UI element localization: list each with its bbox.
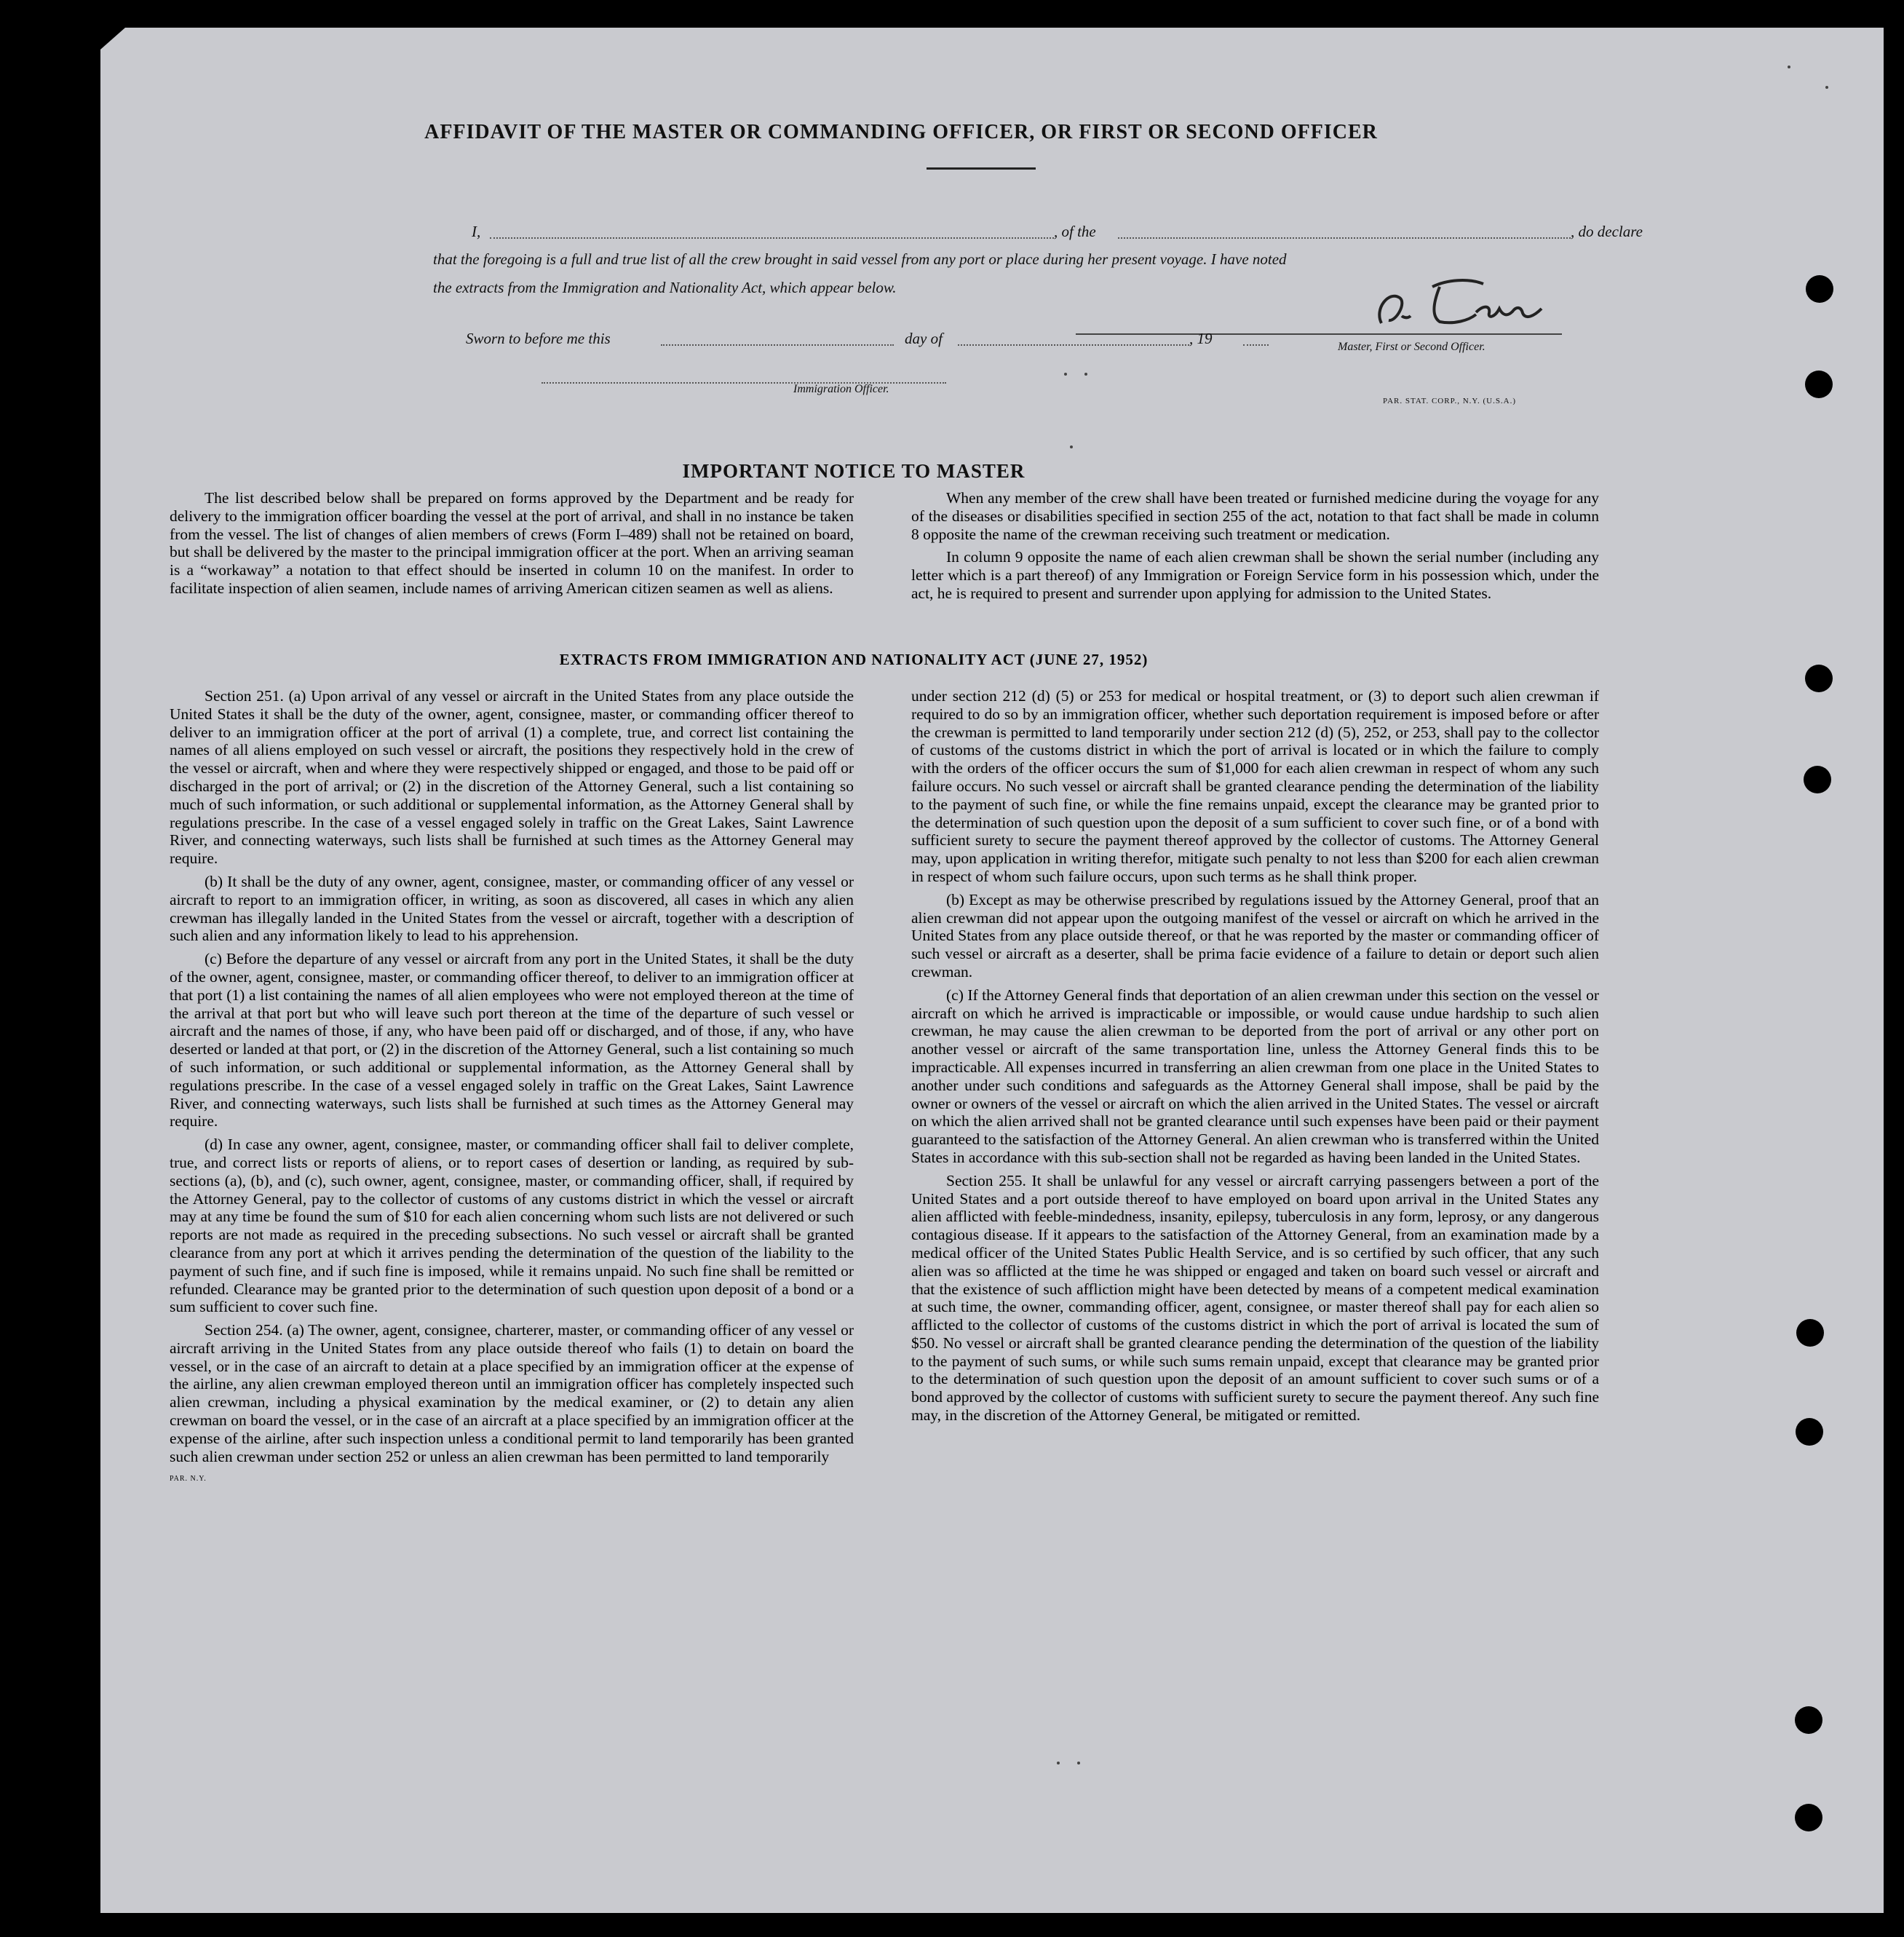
- year-blank: [1243, 344, 1269, 346]
- notice-title: IMPORTANT NOTICE TO MASTER: [682, 460, 1026, 482]
- signature-caption: Master, First or Second Officer.: [1338, 341, 1485, 353]
- extracts-left-column: [170, 687, 854, 1489]
- affidavit-line-3: the extracts from the Immigration and Nationality Act, which appear below.: [433, 279, 897, 296]
- punch-hole: [1796, 1418, 1823, 1446]
- affidavit-of-the: , of the: [1054, 223, 1096, 240]
- extract-paragraph: (d) In case any owner, agent, consignee, master, or commanding officer shall fail to deliver complete, true, and correct lists or reports of aliens, or to report cases of desertion or landing, as required by sub-sections (a), (b), and (c), such owner, agent, consignee, master, or commanding officer, shall, if required by the Attorney General, pay to the collector of customs of any customs district in which the vessel or aircraft may at any time be found the sum of $10 for each alien concerning whom such lists are not delivered or such reports are not made as required in the preceding subsections. No such vessel or aircraft shall be granted clearance from any port at which it arrives pending the determination of the question of the liability to the payment of such fine, and if such fine is imposed, while it remains unpaid. No such fine shall be remitted or refunded. Clearance may be granted prior to the determination of such question upon deposit of a bond or a sum sufficient to cover such fine.: [170, 1136, 854, 1316]
- folded-corner: [100, 28, 125, 49]
- punch-hole: [1806, 275, 1833, 303]
- notice-paragraph: When any member of the crew shall have been treated or furnished medicine during the voyage for any of the diseases or disabilities specified in section 255 of the act, notation to that fact shall be made in column 8 opposite the name of the crewman receiving such treatment or medication.: [911, 489, 1599, 543]
- speck: [1070, 445, 1073, 448]
- notice-left-column: [170, 489, 854, 603]
- notice-right-column: [911, 489, 1599, 608]
- extracts-right-column: [911, 687, 1599, 1430]
- speck: [1057, 1762, 1060, 1764]
- day-of: day of: [905, 330, 943, 347]
- notice-paragraph: The list described below shall be prepared on forms approved by the Department and be ready for delivery to the immigration officer boarding the vessel at the port of arrival, and shall in no instance be taken from the vessel. The list of changes of alien members of crews (Form I–489) shall not be retained on board, but shall be delivered by the master to the principal immigration officer at the port. When an arriving seaman is a “workaway” a notation to that effect should be inserted in column 10 on the manifest. In order to facilitate inspection of alien seamen, include names of arriving American citizen seamen as well as aliens.: [170, 489, 854, 597]
- speck: [1825, 86, 1828, 89]
- extract-paragraph: (c) If the Attorney General finds that deportation of an alien crewman under this section on the vessel or aircraft on which he arrived is impracticable or impossible, or would cause undue hardship to such alien crewman, he may cause the alien crewman to be deported from the port of arrival or any other port on another vessel or aircraft of the same transportation line, unless the Attorney General finds this to be impracticable. All expenses incurred in transferring an alien crewman from one place in the United States to another under such conditions and safeguards as the Attorney General shall impose, shall be paid by the owner or owners of the vessel or aircraft on which the alien arrived in the United States. The vessel or aircraft on which the alien arrived shall not be granted clearance until such expenses have been paid or their payment guaranteed to the satisfaction of the Attorney General. An alien crewman who is transferred within the United States in accordance with this sub-section shall not be regarded as having been landed in the United States.: [911, 986, 1599, 1166]
- vessel-blank: [1118, 237, 1571, 239]
- punch-hole: [1805, 665, 1833, 692]
- speck: [1084, 373, 1087, 376]
- punch-hole: [1805, 371, 1833, 398]
- extract-paragraph: under section 212 (d) (5) or 253 for medical or hospital treatment, or (3) to deport such alien crewman if required to do so by an immigration officer, whether such deportation requirement is imposed before or after the crewman is permitted to land temporarily under section 212 (d) (5), 252, or 253, shall pay to the collector of customs of the customs district in which the port of arrival is located or in which the failure to comply with the orders of the officer occurs the sum of $1,000 for each alien crewman in respect of whom any such failure occurs. No such vessel or aircraft shall be granted clearance pending the determination of the liability to the payment of such fine, or while the fine remains unpaid, except the clearance may be granted prior to the determination of such question upon the deposit of a sum sufficient to cover such fine, or of a bond with sufficient surety to secure the payment thereof approved by the collector of customs. The Attorney General may, upon application in writing therefor, mitigate such penalty to not less than $200 for each alien crewman in respect of whom such failure occurs, upon such terms as he shall think proper.: [911, 687, 1599, 885]
- extract-paragraph: Section 251. (a) Upon arrival of any vessel or aircraft in the United States from any place outside the United States it shall be the duty of the owner, agent, consignee, master, or commanding officer thereof to deliver to an immigration officer at the port of arrival (1) a complete, true, and correct list containing the names of all aliens employed on such vessel or aircraft, the positions they respectively hold in the crew of the vessel or aircraft, when and where they were respectively shipped or engaged, and those to be paid off or discharged in the port of arrival; or (2) in the discretion of the Attorney General, such a list containing so much of such information, or such additional or supplemental information, as the Attorney General shall by regulations prescribe. In the case of a vessel engaged solely in traffic on the Great Lakes, Saint Lawrence River, and connecting waterways, such lists shall be furnished at such times as the Attorney General may require.: [170, 687, 854, 868]
- punch-hole: [1795, 1804, 1822, 1831]
- extract-paragraph: (b) It shall be the duty of any owner, agent, consignee, master, or commanding officer of any vessel or aircraft to report to an immigration officer, in writing, as soon as discovered, all cases in which any alien crewman has illegally landed in the United States from the vessel or aircraft, together with a description of such alien and any information likely to lead to his apprehension.: [170, 872, 854, 945]
- speck: [1788, 66, 1790, 68]
- printer-mark: PAR. STAT. CORP., N.Y. (U.S.A.): [1383, 397, 1517, 405]
- immigration-officer-label: Immigration Officer.: [793, 383, 889, 395]
- left-footer-mark: PAR. N.Y.: [170, 1475, 207, 1484]
- affidavit-declare: , do declare: [1571, 223, 1643, 240]
- punch-hole: [1795, 1706, 1822, 1734]
- extract-paragraph: (c) Before the departure of any vessel or aircraft from any port in the United States, it shall be the duty of the owner, agent, consignee, master, or commanding officer thereof, to deliver to an immigration officer at that port (1) a list containing the names of all alien employees who were not employed thereon at the time of the arrival at that port but who will leave such port thereon at the time of the departure of such vessel or aircraft and the names of those, if any, who have been paid off or discharged, and of those, if any, who have deserted or landed at that port, or (2) in the discretion of the Attorney General, such a list containing so much of such information, or such additional or supplemental information, as the Attorney General shall by regulations prescribe. In the case of a vessel engaged solely in traffic on the Great Lakes, Saint Lawrence River, and connecting waterways, such lists shall be furnished at such times as the Attorney General may require.: [170, 950, 854, 1130]
- extract-paragraph: (b) Except as may be otherwise prescribed by regulations issued by the Attorney General, proof that an alien crewman did not appear upon the outgoing manifest of the vessel or aircraft on which he arrived in the United States from any place outside thereof, or that he was reported by the master or commanding officer of such vessel or aircraft as a deserter, shall be prima facie evidence of a failure to detain or deport such alien crewman.: [911, 890, 1599, 981]
- affidavit-i: I,: [472, 223, 481, 240]
- title-rule: [927, 167, 1036, 170]
- name-blank: [490, 237, 1054, 239]
- signature-image: [1367, 265, 1556, 338]
- affidavit-title: AFFIDAVIT OF THE MASTER OR COMMANDING OFFICER, OR FIRST OR SECOND OFFICER: [424, 121, 1378, 143]
- extract-paragraph: Section 254. (a) The owner, agent, consignee, charterer, master, or commanding officer of any vessel or aircraft arriving in the United States from any place outside thereof who fails (1) to detain on board the vessel, or in the case of an aircraft to detain at a place specified by an immigration officer at the expense of the airline, any alien crewman employed thereon until an immigration officer has completely inspected such alien crewman, including a physical examination by the medical examiner, or (2) to detain any alien crewman on board the vessel, or in the case of an aircraft at a place specified by an immigration officer at the expense of the airline, after such inspection unless a conditional permit to land temporarily has been granted such alien crewman under section 252 or unless an alien crewman has been permitted to land temporarily: [170, 1321, 854, 1465]
- month-blank: [958, 344, 1189, 346]
- year-prefix: , 19: [1189, 330, 1213, 347]
- speck: [1064, 373, 1067, 376]
- punch-hole: [1796, 1319, 1824, 1347]
- punch-hole: [1804, 766, 1831, 793]
- sworn-prefix: Sworn to before me this: [466, 330, 611, 347]
- day-blank: [661, 344, 894, 346]
- speck: [1077, 1762, 1080, 1764]
- notice-paragraph: In column 9 opposite the name of each alien crewman shall be shown the serial number (including any letter which is a part thereof) of any Immigration or Foreign Service form in his possession which, under the act, he is required to present and surrender upon applying for admission to the United States.: [911, 548, 1599, 602]
- extracts-title: EXTRACTS FROM IMMIGRATION AND NATIONALITY ACT (JUNE 27, 1952): [559, 651, 1149, 668]
- extract-paragraph: Section 255. It shall be unlawful for any vessel or aircraft carrying passengers between a port of the United States and a port outside thereof to have employed on board upon arrival in the United States any alien afflicted with feeble-mindedness, insanity, epilepsy, tuberculosis in any form, leprosy, or any dangerous contagious disease. If it appears to the satisfaction of the Attorney General, from an examination made by a medical officer of the United States Public Health Service, and is so certified by such officer, that any such alien was so afflicted at the time he was shipped or engaged and taken on board such vessel or aircraft and that the existence of such affliction might have been detected by means of a competent medical examination at such time, the owner, commanding officer, agent, consignee, or master thereof shall pay for each alien so afflicted to the collector of customs of the customs district in which the port of arrival is located the sum of $50. No vessel or aircraft shall be granted clearance pending the determination of the question of the liability to the payment of such sums, or while such sums remain unpaid, except that clearance may be granted prior to the determination of such question upon the deposit of an amount sufficient to cover such sums or of a bond approved by the collector of customs with sufficient surety to secure the payment thereof. Any such fine may, in the discretion of the Attorney General, be mitigated or remitted.: [911, 1171, 1599, 1425]
- affidavit-line-2: that the foregoing is a full and true list of all the crew brought in said vessel from any port or place during her present voyage. I have noted: [433, 250, 1287, 268]
